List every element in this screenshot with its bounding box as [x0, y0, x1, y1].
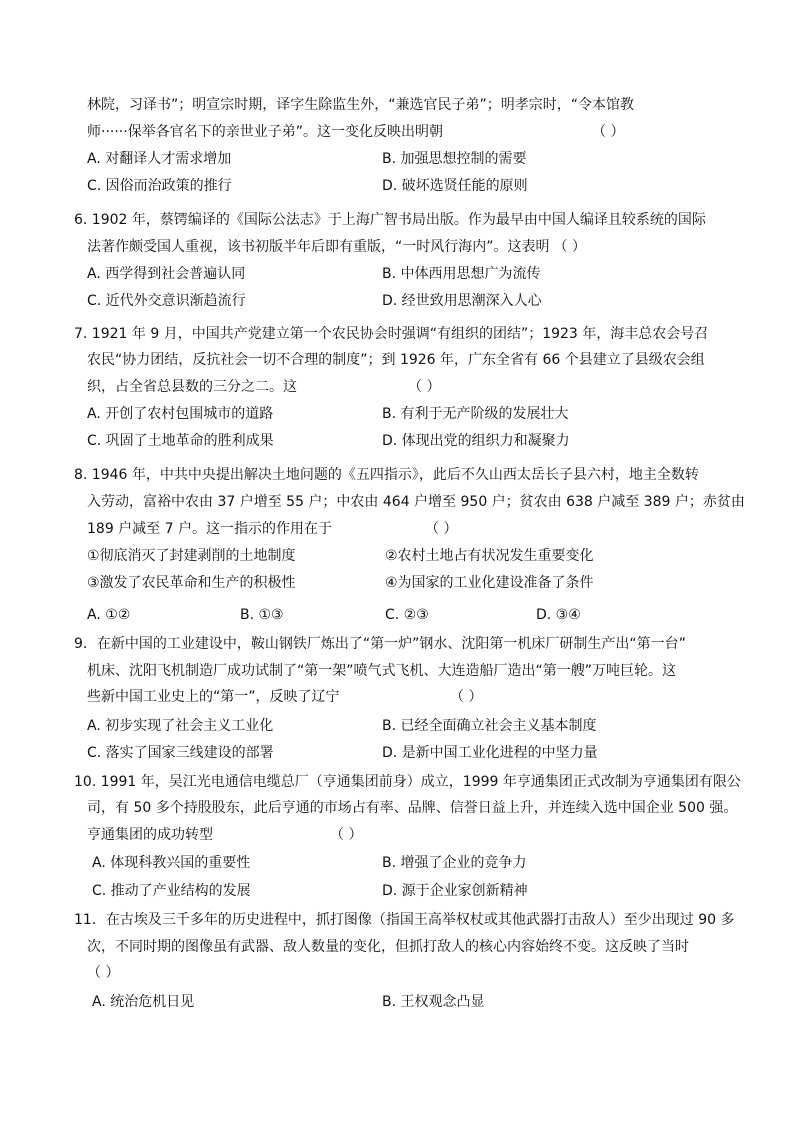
q10-option-b: B. 增强了企业的竞争力	[382, 855, 527, 871]
q9-option-b: B. 已经全面确立社会主义基本制度	[382, 718, 597, 734]
q8-stem-line-1: 8. 1946 年，中共中央提出解决土地问题的《五四指示》，此后不久山西太岳长子县六村，地主全数转	[74, 467, 699, 483]
q5-option-a: A. 对翻译人才需求增加	[87, 151, 232, 167]
q5-option-c: C. 因俗而治政策的推行	[87, 178, 232, 194]
q7-option-a: A. 开创了农村包围城市的道路	[87, 406, 274, 422]
q8-option-d: D. ③④	[536, 607, 581, 623]
q7-stem-line-1: 7. 1921 年 9 月，中国共产党建立第一个农民协会时强调“有组织的团结”；1923 年，海丰总农会号召	[74, 326, 709, 342]
q8-option-c: C. ②③	[385, 607, 429, 623]
q6-option-c: C. 近代外交意识渐趋流行	[87, 293, 246, 309]
q6-option-d: D. 经世致用思潮深入人心	[382, 293, 542, 309]
q11-stem-line-1: 11．在古埃及三千多年的历史进程中，抓打图像（指国王高举权杖或其他武器打击敌人）至少出现过 90 多	[74, 912, 735, 928]
q8-item-2: ②农村土地占有状况发生重要变化	[385, 548, 594, 564]
q5-option-b: B. 加强思想控制的需要	[382, 151, 527, 167]
q9-stem-line-3: 些新中国工业史上的“第一”，反映了辽宁	[87, 689, 340, 705]
q10-option-d: D. 源于企业家创新精神	[382, 883, 528, 899]
q9-option-c: C. 落实了国家三线建设的部署	[87, 745, 274, 761]
q10-option-c: C. 推动了产业结构的发展	[92, 883, 251, 899]
q7-option-b: B. 有利于无产阶级的发展壮大	[382, 406, 569, 422]
q6-answer-blank: （ ）	[553, 239, 586, 255]
q5-stem-line-1: 林院，习译书”；明宣宗时期，译字生除监生外，“兼选官民子弟”；明孝宗时，“令本馆教	[87, 97, 635, 113]
q6-stem-text: 法著作颇受国人重视，该书初版半年后即有重版，“一时风行海内”。这表明	[87, 239, 550, 255]
q7-stem-line-2: 农民“协力团结，反抗社会一切不合理的制度”；到 1926 年，广东全省有 66 个县建立了县级农会组	[87, 352, 705, 368]
q9-stem-line-2: 机床、沈阳飞机制造厂成功试制了“第一架”喷气式飞机、大连造船厂造出“第一艘”万吨巨轮。这	[87, 663, 677, 679]
q10-stem-line-3: 亨通集团的成功转型	[87, 827, 213, 843]
q6-stem-line-1: 6. 1902 年，蔡锷编译的《国际公法志》于上海广智书局出版。作为最早由中国人编译且较系统的国际	[74, 212, 706, 228]
q7-option-c: C. 巩固了土地革命的胜利成果	[87, 433, 274, 449]
q8-answer-blank: （ ）	[425, 521, 458, 537]
q6-option-a: A. 西学得到社会普遍认同	[87, 266, 246, 282]
q8-option-b: B. ①③	[240, 607, 284, 623]
q11-option-b: B. 王权观念凸显	[382, 994, 485, 1010]
q8-item-4: ④为国家的工业化建设准备了条件	[385, 575, 594, 591]
q11-answer-blank: （ ）	[87, 965, 120, 981]
q8-option-a: A. ①②	[87, 607, 131, 623]
q10-answer-blank: （ ）	[330, 827, 363, 843]
q8-stem-line-3: 189 户减至 7 户。这一指示的作用在于	[87, 521, 332, 537]
q7-stem-line-3: 织，占全省总县数的三分之二。这	[87, 379, 297, 395]
q7-answer-blank: （ ）	[408, 379, 441, 395]
q10-option-a: A. 体现科教兴国的重要性	[92, 855, 251, 871]
q5-stem-line-2	[87, 122, 443, 142]
q8-item-3: ③激发了农民革命和生产的积极性	[87, 575, 296, 591]
q11-stem-line-2: 次，不同时期的图像虽有武器、敌人数量的变化，但抓打敌人的核心内容始终不变。这反映了当时	[87, 939, 689, 955]
q5-stem-text: 师······保举各官名下的亲世业子弟”。这一变化反映出明朝	[87, 124, 443, 140]
q10-stem-line-1: 10. 1991 年，吴江光电通信电缆总厂（亨通集团前身）成立，1999 年亨通集团正式改制为亨通集团有限公	[74, 774, 741, 790]
q9-option-a: A. 初步实现了社会主义工业化	[87, 718, 274, 734]
q8-stem-line-2: 入劳动，富裕中农由 37 户增至 55 户；中农由 464 户增至 950 户；贫农由 638 户减至 389 户；赤贫由	[87, 494, 745, 510]
q8-item-1: ①彻底消灭了封建剥削的土地制度	[87, 548, 296, 564]
q7-option-d: D. 体现出党的组织力和凝聚力	[382, 433, 570, 449]
q11-option-a: A. 统治危机日见	[92, 994, 195, 1010]
q6-stem-line-2	[87, 237, 586, 257]
q5-option-d: D. 破坏选贤任能的原则	[382, 178, 528, 194]
q9-answer-blank: （ ）	[450, 689, 483, 705]
q5-answer-blank: （ ）	[592, 124, 625, 140]
q9-stem-line-1: 9．在新中国的工业建设中，鞍山钢铁厂炼出了“第一炉”钢水、沈阳第一机床厂研制生产出“第一台”	[74, 636, 686, 652]
q9-option-d: D. 是新中国工业化进程的中坚力量	[382, 745, 598, 761]
q10-stem-line-2: 司，有 50 多个持股股东，此后亨通的市场占有率、品牌、信誉日益上升，并连续入选中国企业 500 强。	[87, 800, 738, 816]
q6-option-b: B. 中体西用思想广为流传	[382, 266, 541, 282]
